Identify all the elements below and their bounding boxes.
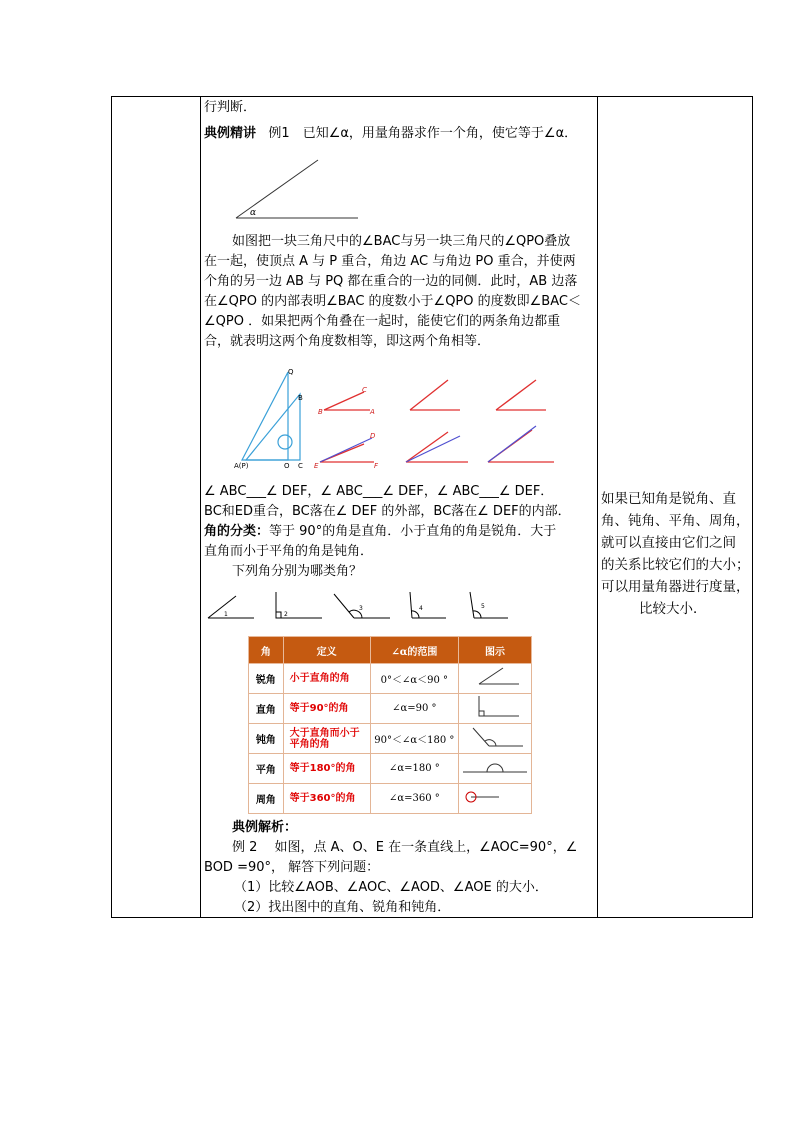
- angle-ray: [496, 380, 536, 410]
- fig-label-c: C: [362, 386, 367, 394]
- side-line: 的关系比较它们的大小；: [601, 557, 750, 573]
- angle-ray: [324, 392, 364, 410]
- compare-line: ∠ ABC___∠ DEF，∠ ABC___∠ DEF，∠ ABC___∠ DEF．: [204, 484, 554, 499]
- main-column: [204, 98, 592, 144]
- angle-illustration: [458, 724, 531, 754]
- example2-line: 例 2 如图，点 A、O、E 在一条直线上，∠AOC=90°，∠: [232, 840, 578, 855]
- para-line: 在一起，使顶点 A 与 P 重合，角边 AC 与角边 PO 重合，并使两: [204, 254, 576, 269]
- side-line: 如果已知角是锐角、直: [601, 491, 736, 507]
- angle-definition: 等于180°的角: [283, 754, 370, 784]
- angle-ray: [334, 594, 354, 618]
- angle-range: 0°＜∠α＜90 °: [370, 664, 458, 694]
- angle-ray: [208, 596, 236, 618]
- alpha-angle-figure: [228, 156, 368, 222]
- angle-ray: [470, 592, 474, 618]
- para-line: 合，就表明这两个角度数相等，即这两个角相等．: [204, 334, 491, 349]
- example1-text: 例1 已知∠α，用量角器求作一个角，使它等于∠α．: [268, 126, 578, 141]
- para-line: 在∠QPO 的内部表明∠BAC 的度数小于∠QPO 的度数即∠BAC＜: [204, 294, 581, 309]
- fig-label-o: O: [284, 462, 290, 470]
- angle-name: 周角: [249, 784, 284, 814]
- angle-illustration: [458, 664, 531, 694]
- column-divider-1: [200, 96, 201, 918]
- table-row: [249, 724, 532, 754]
- angle-classification-table: [248, 636, 532, 814]
- para-line: 如图把一块三角尺中的∠BAC与另一块三角尺的∠QPO叠放: [232, 234, 571, 249]
- header-cell: 角: [249, 637, 284, 664]
- header-cell: ∠α的范围: [370, 637, 458, 664]
- analysis-label-text: 典例解析：: [232, 820, 298, 835]
- para-line: ∠QPO ．如果把两个角叠在一起时，能使它们的两条角边都重: [204, 314, 561, 329]
- table-row: [249, 694, 532, 724]
- question-2: （2）找出图中的直角、锐角和钝角．: [234, 900, 451, 915]
- header-cell: 图示: [458, 637, 531, 664]
- angle-ray: [406, 432, 448, 462]
- header-cell: 定义: [283, 637, 370, 664]
- angle-range: ∠α=180 °: [370, 754, 458, 784]
- classify-label: 角的分类：: [204, 524, 270, 539]
- classify-line-2: 直角而小于平角的角是钝角．: [204, 544, 374, 559]
- angle-illustration: [458, 694, 531, 724]
- compare-note: BC和ED重合，BC落在∠ DEF 的外部，BC落在∠ DEF的内部．: [204, 504, 571, 519]
- angle-number: 3: [359, 605, 363, 612]
- fig-label-f: F: [374, 462, 379, 470]
- angle-illustration: [458, 754, 531, 784]
- classify-text: 等于 90°的角是直角．小于直角的角是锐角．大于: [269, 524, 557, 539]
- analysis-label: [204, 818, 592, 838]
- angle-illustration: [458, 784, 531, 814]
- triangle-comparison-figure: [228, 364, 568, 472]
- table-row: [249, 754, 532, 784]
- angle-ray-blue: [406, 436, 460, 462]
- angle-definition: 等于360°的角: [283, 784, 370, 814]
- angle-number: 4: [419, 605, 423, 612]
- fig-label-q: Q: [288, 368, 294, 376]
- side-line: 就可以直接由它们之间: [601, 535, 736, 551]
- angle-definition: 大于直角而小于平角的角: [283, 724, 370, 754]
- para-line: 个角的另一边 AB 与 PQ 都在重合的一边的同侧．此时，AB 边落: [204, 274, 578, 289]
- angle-range: ∠α=360 °: [370, 784, 458, 814]
- question-1: （1）比较∠AOB、∠AOC、∠AOD、∠AOE 的大小．: [234, 880, 548, 895]
- table-row: [249, 784, 532, 814]
- text-line: 行判断．: [204, 100, 257, 115]
- fig-label-a: A: [370, 408, 375, 416]
- triangle-ruler-2: [246, 394, 300, 460]
- example2-line: BOD =90°， 解答下列问题：: [204, 860, 380, 875]
- triangle-ruler-1: [242, 372, 288, 460]
- angle-number: 5: [481, 603, 485, 610]
- fig-label-e: E: [314, 462, 319, 470]
- angle-definition: 小于直角的角: [283, 664, 370, 694]
- example2-block: [204, 818, 592, 918]
- angle-number: 1: [224, 611, 228, 618]
- side-line: 角、钝角、平角、周角，: [601, 513, 750, 529]
- ruler-hole: [278, 435, 292, 449]
- example1-line: [204, 124, 592, 144]
- angle-name: 直角: [249, 694, 284, 724]
- angle-definition: 等于90°的角: [283, 694, 370, 724]
- angle-name: 锐角: [249, 664, 284, 694]
- five-angles-figure: [204, 588, 514, 624]
- fig-label-c: C: [298, 462, 303, 470]
- question-line: 下列角分别为哪类角？: [232, 564, 363, 579]
- alpha-label: α: [250, 208, 257, 218]
- angle-name: 钝角: [249, 724, 284, 754]
- example1-label: 典例精讲: [204, 126, 257, 141]
- side-column: [601, 488, 751, 620]
- fig-label-b: B: [318, 408, 323, 416]
- column-divider-2: [597, 96, 598, 918]
- fig-label-b: B: [298, 394, 303, 402]
- angle-ray: [410, 380, 448, 410]
- side-line: 可以用量角器进行度量，: [601, 579, 750, 595]
- classify-line: [204, 522, 592, 542]
- angle-name: 平角: [249, 754, 284, 784]
- side-line: 比较大小．: [639, 601, 707, 617]
- angle-range: 90°＜∠α＜180 °: [370, 724, 458, 754]
- angle-ray-blue: [320, 438, 372, 462]
- fig-label-a: A(P): [234, 462, 249, 470]
- table-header-row: [249, 637, 532, 664]
- angle-ray: [236, 160, 318, 218]
- comparison-block: [204, 482, 592, 582]
- right-angle-mark: [276, 612, 281, 618]
- fig-label-d: D: [370, 432, 376, 440]
- angle-number: 2: [284, 611, 288, 618]
- table-row: [249, 664, 532, 694]
- angle-ray-blue: [488, 426, 536, 462]
- angle-ray: [410, 592, 412, 618]
- paragraph-1: [204, 232, 592, 352]
- angle-range: ∠α=90 °: [370, 694, 458, 724]
